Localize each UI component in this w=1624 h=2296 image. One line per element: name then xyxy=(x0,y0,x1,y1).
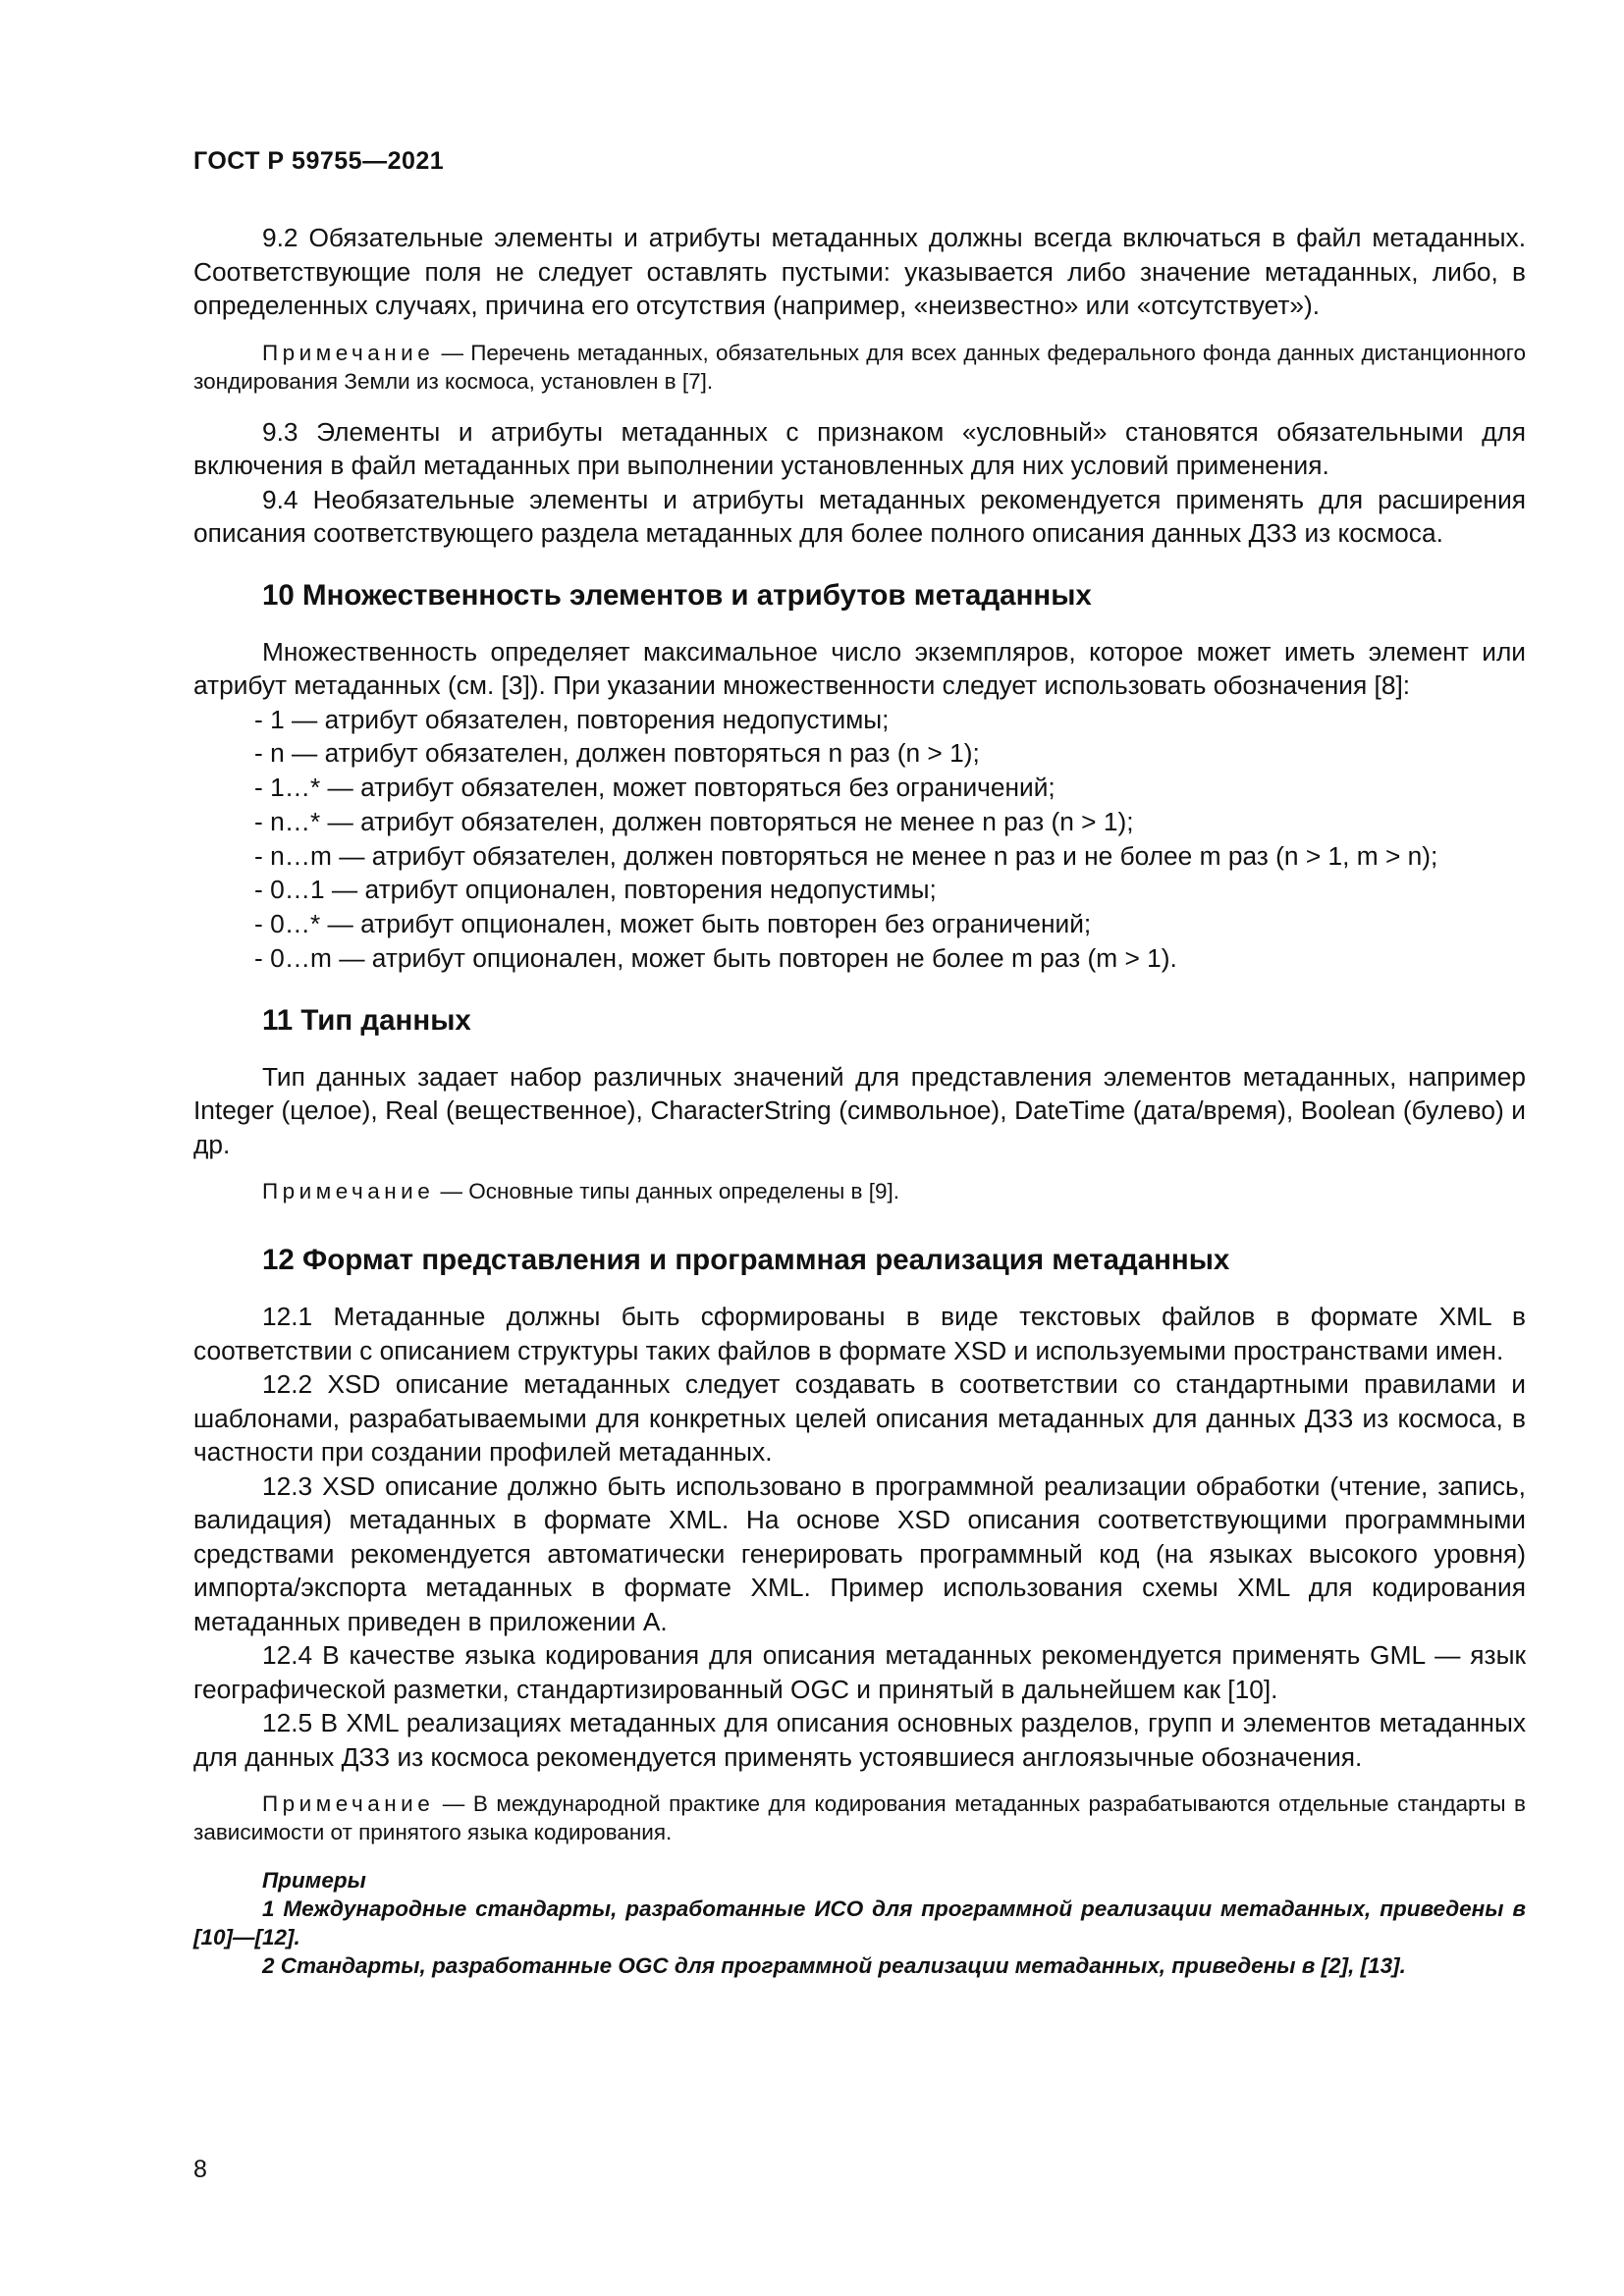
example-1: 1 Международные стандарты, разработанные ИСО для программной реализации метаданных, приведены в [10]—[12]. xyxy=(193,1896,1526,1950)
list-item: - 0…* — атрибут опционален, может быть повторен без ограничений; xyxy=(254,909,1092,939)
note-9 xyxy=(193,339,1526,396)
section-12-title: 12 Формат представления и программная реализация метаданных xyxy=(262,1244,1230,1277)
examples-title: Примеры xyxy=(262,1868,366,1894)
note-text: — Основные типы данных определены в [9]. xyxy=(434,1179,899,1204)
section-10-title: 10 Множественность элементов и атрибутов метаданных xyxy=(262,578,1092,612)
paragraph-9-4: 9.4 Необязательные элементы и атрибуты метаданных рекомендуется применять для расширения описания соответствующего раздела метаданных для более полного описания данных ДЗЗ из космоса. xyxy=(193,484,1526,548)
section-11-title: 11 Тип данных xyxy=(262,1003,471,1037)
page-number: 8 xyxy=(193,2156,207,2183)
section-10-intro: Множественность определяет максимальное число экземпляров, которое может иметь элемент или атрибут метаданных (см. [3]). При указании множественности следует использовать обозначения [8]: xyxy=(193,636,1526,700)
list-item: - 1…* — атрибут обязателен, может повторяться без ограничений; xyxy=(254,773,1056,803)
list-item: - 1 — атрибут обязателен, повторения недопустимы; xyxy=(254,704,890,734)
note-11 xyxy=(193,1177,1526,1205)
paragraph-12-5: 12.5 В XML реализациях метаданных для описания основных разделов, групп и элементов метаданных для данных ДЗЗ из космоса рекомендуется применять устоявшиеся англоязычные обозначения. xyxy=(193,1708,1526,1772)
paragraph-9-2: 9.2 Обязательные элементы и атрибуты метаданных должны всегда включаться в файл метаданных. Соответствующие поля не следует оставлять пустыми: указывается либо значение метаданных, либо, в определенных случаях, причина его отсутствия (например, «неизвестно» или «отсутствует»). xyxy=(193,223,1526,320)
list-item: - 0…m — атрибут опционален, может быть повторен не более m раз (m > 1). xyxy=(254,943,1177,974)
note-text: — В международной практике для кодирования метаданных разрабатываются отдельные стандарты в зависимости от принятого языка кодирования. xyxy=(193,1791,1526,1845)
paragraph-9-3: 9.3 Элементы и атрибуты метаданных с признаком «условный» становятся обязательными для включения в файл метаданных при выполнении установленных для них условий применения. xyxy=(193,416,1526,480)
note-label: Примечание xyxy=(262,1179,435,1204)
paragraph-12-1: 12.1 Метаданные должны быть сформированы в виде текстовых файлов в формате XML в соответствии с описанием структуры таких файлов в формате XSD и используемыми пространствами имен. xyxy=(193,1302,1526,1365)
example-2: 2 Стандарты, разработанные OGC для программной реализации метаданных, приведены в [2], [13]. xyxy=(262,1953,1406,1979)
list-item: - n…m — атрибут обязателен, должен повторяться не менее n раз и не более m раз (n > 1, m > n); xyxy=(254,840,1438,871)
note-label: Примечание xyxy=(262,340,435,365)
list-item: - n…* — атрибут обязателен, должен повторяться не менее n раз (n > 1); xyxy=(254,806,1134,836)
page-content xyxy=(193,221,1526,1980)
paragraph-12-3: 12.3 XSD описание должно быть использовано в программной реализации обработки (чтение, запись, валидация) метаданных в формате XML. На основе XSD описания соответствующими программными средствами рекомендуется автоматически генерировать программный код (на языках высокого уровня) импорта/экспорта метаданных в формате XML. Пример использования схемы XML для кодирования метаданных приведен в приложении А. xyxy=(193,1470,1526,1636)
document-header: ГОСТ Р 59755—2021 xyxy=(193,147,445,175)
note-12 xyxy=(193,1789,1526,1846)
paragraph-12-4: 12.4 В качестве языка кодирования для описания метаданных рекомендуется применять GML — язык географической разметки, стандартизированный OGC и принятый в дальнейшем как [10]. xyxy=(193,1640,1526,1704)
multiplicity-list xyxy=(193,703,1526,976)
list-item: - 0…1 — атрибут опционален, повторения недопустимы; xyxy=(254,875,937,905)
paragraph-12-2: 12.2 XSD описание метаданных следует создавать в соответствии со стандартными правилами и шаблонами, разрабатываемыми для конкретных целей описания метаданных для данных ДЗЗ из космоса, в частности при создании профилей метаданных. xyxy=(193,1369,1526,1468)
note-text: — Перечень метаданных, обязательных для всех данных федерального фонда данных дистанционного зондирования Земли из космоса, установлен в [7]. xyxy=(193,340,1526,394)
section-11-paragraph: Тип данных задает набор различных значений для представления элементов метаданных, например Integer (целое), Real (вещественное), CharacterString (символьное), DateTime (дата/время), Boolean (булево) и др. xyxy=(193,1061,1526,1159)
note-label: Примечание xyxy=(262,1791,435,1817)
list-item: - n — атрибут обязателен, должен повторяться n раз (n > 1); xyxy=(254,738,980,769)
